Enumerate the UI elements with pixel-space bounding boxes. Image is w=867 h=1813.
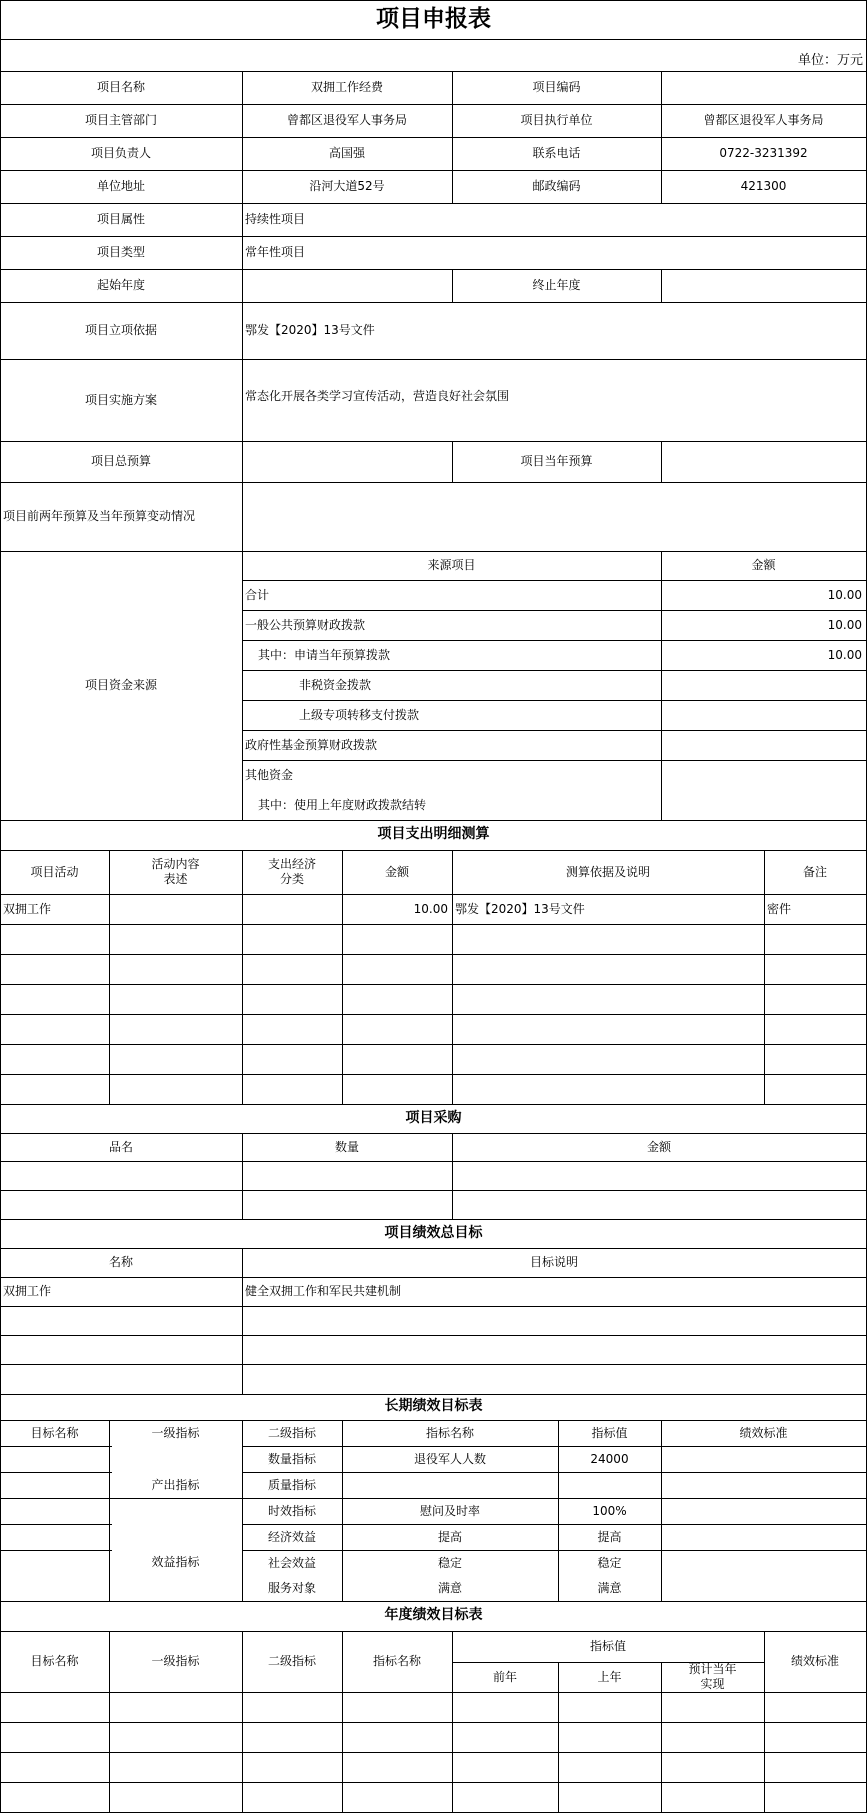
phone-label: 联系电话	[532, 146, 581, 160]
funding-row-name: 其中：使用上年度财政拨款结转	[258, 797, 427, 812]
longterm-indicator-name[interactable]: 满意	[437, 1581, 462, 1595]
basis-label: 项目立项依据	[84, 323, 157, 337]
total-budget-value[interactable]	[242, 441, 452, 482]
start-year-value[interactable]	[242, 269, 452, 302]
longterm-level2: 质量指标	[267, 1477, 316, 1492]
leader-label: 项目负责人	[90, 146, 151, 160]
longterm-header: 一级指标	[151, 1425, 200, 1440]
annual-subheader: 预计当年 实现	[688, 1662, 737, 1691]
longterm-indicator-value[interactable]: 提高	[597, 1529, 622, 1544]
funding-row-amount[interactable]	[661, 790, 866, 820]
goal-name[interactable]: 双拥工作	[3, 1284, 52, 1298]
project-name-label: 项目名称	[96, 80, 145, 94]
address-value[interactable]: 沿河大道52号	[309, 179, 385, 193]
postcode-value[interactable]: 421300	[740, 179, 787, 193]
type-value[interactable]: 常年性项目	[245, 245, 306, 259]
longterm-header: 二级指标	[267, 1425, 316, 1440]
annual-header: 指标值	[589, 1639, 626, 1653]
start-year-label: 起始年度	[96, 278, 145, 292]
funding-row-amount[interactable]: 10.00	[827, 647, 862, 662]
funding-row-name: 其中：申请当年预算拨款	[258, 647, 391, 662]
goal-header: 名称	[108, 1255, 133, 1269]
annual-header: 绩效标准	[790, 1654, 839, 1668]
purchase-header: 数量	[334, 1139, 359, 1154]
budget-change-value[interactable]	[242, 482, 866, 551]
postcode-label: 邮政编码	[532, 179, 581, 193]
funding-label: 项目资金来源	[84, 678, 157, 692]
expense-header: 备注	[802, 864, 827, 879]
funding-row-amount[interactable]: 10.00	[827, 617, 862, 632]
plan-label: 项目实施方案	[84, 392, 157, 407]
expense-activity[interactable]: 双拥工作	[3, 901, 52, 916]
longterm-level1: 效益指标	[151, 1555, 200, 1569]
funding-row-name: 上级专项转移支付拨款	[299, 707, 420, 722]
longterm-header: 目标名称	[30, 1425, 79, 1440]
total-budget-label: 项目总预算	[90, 454, 151, 468]
funding-row-name: 非税资金拨款	[299, 677, 372, 692]
plan-value[interactable]: 常态化开展各类学习宣传活动，营造良好社会氛围	[245, 389, 510, 403]
purchase-header: 金额	[646, 1139, 671, 1154]
longterm-level2: 经济效益	[267, 1529, 316, 1544]
funding-amount-header: 金额	[751, 558, 776, 572]
goal-description[interactable]: 健全双拥工作和军民共建机制	[245, 1284, 402, 1298]
funding-row-name: 一般公共预算财政拨款	[245, 617, 366, 632]
dept-label: 项目主管部门	[84, 113, 157, 127]
longterm-indicator-value[interactable]: 稳定	[597, 1555, 622, 1570]
basis-value[interactable]: 鄂发【2020】13号文件	[245, 323, 375, 337]
exec-unit-label: 项目执行单位	[520, 113, 593, 127]
longterm-level2: 服务对象	[267, 1581, 316, 1595]
longterm-indicator-name[interactable]	[342, 1472, 558, 1498]
exec-unit-value[interactable]: 曾都区退役军人事务局	[703, 113, 824, 127]
expense-section-title: 项目支出明细测算	[377, 826, 490, 843]
longterm-header: 指标名称	[425, 1425, 474, 1440]
funding-source-header: 来源项目	[427, 558, 476, 572]
budget-change-label: 项目前两年预算及当年预算变动情况	[3, 509, 196, 523]
funding-row-amount[interactable]	[661, 760, 866, 790]
longterm-indicator-name[interactable]: 退役军人人数	[413, 1451, 486, 1466]
unit-label: 单位：万元	[797, 53, 863, 69]
longterm-indicator-name[interactable]: 提高	[437, 1529, 462, 1544]
longterm-indicator-value[interactable]: 100%	[592, 1503, 627, 1518]
type-label: 项目类型	[96, 245, 145, 259]
goal-section-title: 项目绩效总目标	[384, 1224, 483, 1241]
longterm-indicator-name[interactable]: 稳定	[437, 1555, 462, 1570]
dept-value[interactable]: 曾都区退役军人事务局	[286, 113, 407, 127]
expense-header: 项目活动	[30, 864, 79, 879]
expense-content[interactable]	[109, 894, 242, 924]
goal-header: 目标说明	[529, 1255, 578, 1269]
expense-header: 活动内容 表述	[151, 857, 200, 886]
funding-row-amount[interactable]	[661, 670, 866, 700]
longterm-indicator-value[interactable]: 24000	[590, 1451, 629, 1466]
phone-value[interactable]: 0722-3231392	[719, 146, 808, 160]
expense-category[interactable]	[242, 894, 342, 924]
longterm-indicator-value[interactable]: 满意	[597, 1581, 622, 1595]
expense-basis[interactable]: 鄂发【2020】13号文件	[455, 901, 585, 916]
longterm-level2: 时效指标	[267, 1503, 316, 1518]
annual-header: 目标名称	[30, 1654, 79, 1668]
purchase-header: 品名	[108, 1139, 133, 1154]
longterm-level1: 产出指标	[151, 1477, 200, 1492]
end-year-label: 终止年度	[532, 278, 581, 292]
expense-note[interactable]: 密件	[767, 901, 792, 916]
longterm-level2: 社会效益	[267, 1555, 316, 1570]
year-budget-label: 项目当年预算	[520, 454, 593, 468]
longterm-section-title: 长期绩效目标表	[384, 1398, 483, 1415]
annual-header: 指标名称	[372, 1654, 421, 1668]
expense-header: 测算依据及说明	[565, 864, 650, 879]
funding-row-amount[interactable]	[661, 700, 866, 730]
attr-label: 项目属性	[96, 212, 145, 226]
project-name-value[interactable]: 双拥工作经费	[310, 80, 383, 94]
address-label: 单位地址	[96, 179, 145, 193]
leader-value[interactable]: 高国强	[328, 146, 365, 160]
project-code-value[interactable]	[661, 71, 866, 104]
expense-amount[interactable]: 10.00	[413, 901, 448, 916]
funding-row-amount[interactable]	[661, 730, 866, 760]
attr-value[interactable]: 持续性项目	[245, 212, 306, 226]
annual-subheader: 上年	[597, 1669, 622, 1684]
end-year-value[interactable]	[661, 269, 866, 302]
funding-row-name: 政府性基金预算财政拨款	[245, 737, 378, 752]
year-budget-value[interactable]	[661, 441, 866, 482]
funding-row-name: 其他资金	[245, 767, 294, 782]
longterm-header: 绩效标准	[739, 1425, 788, 1440]
project-code-label: 项目编码	[532, 80, 581, 94]
expense-header: 支出经济 分类	[267, 857, 316, 886]
funding-row-amount[interactable]: 10.00	[827, 587, 862, 602]
expense-header: 金额	[384, 864, 409, 879]
annual-subheader: 前年	[492, 1669, 517, 1684]
funding-row-name: 合计	[245, 587, 270, 602]
longterm-level2: 数量指标	[267, 1451, 316, 1466]
longterm-indicator-value[interactable]	[558, 1472, 661, 1498]
longterm-header: 指标值	[591, 1425, 628, 1440]
annual-header: 一级指标	[151, 1654, 200, 1668]
annual-header: 二级指标	[267, 1654, 316, 1668]
purchase-section-title: 项目采购	[405, 1109, 462, 1126]
longterm-indicator-name[interactable]: 慰问及时率	[419, 1503, 480, 1518]
page-title: 项目申报表	[376, 6, 491, 33]
annual-section-title: 年度绩效目标表	[384, 1607, 483, 1624]
